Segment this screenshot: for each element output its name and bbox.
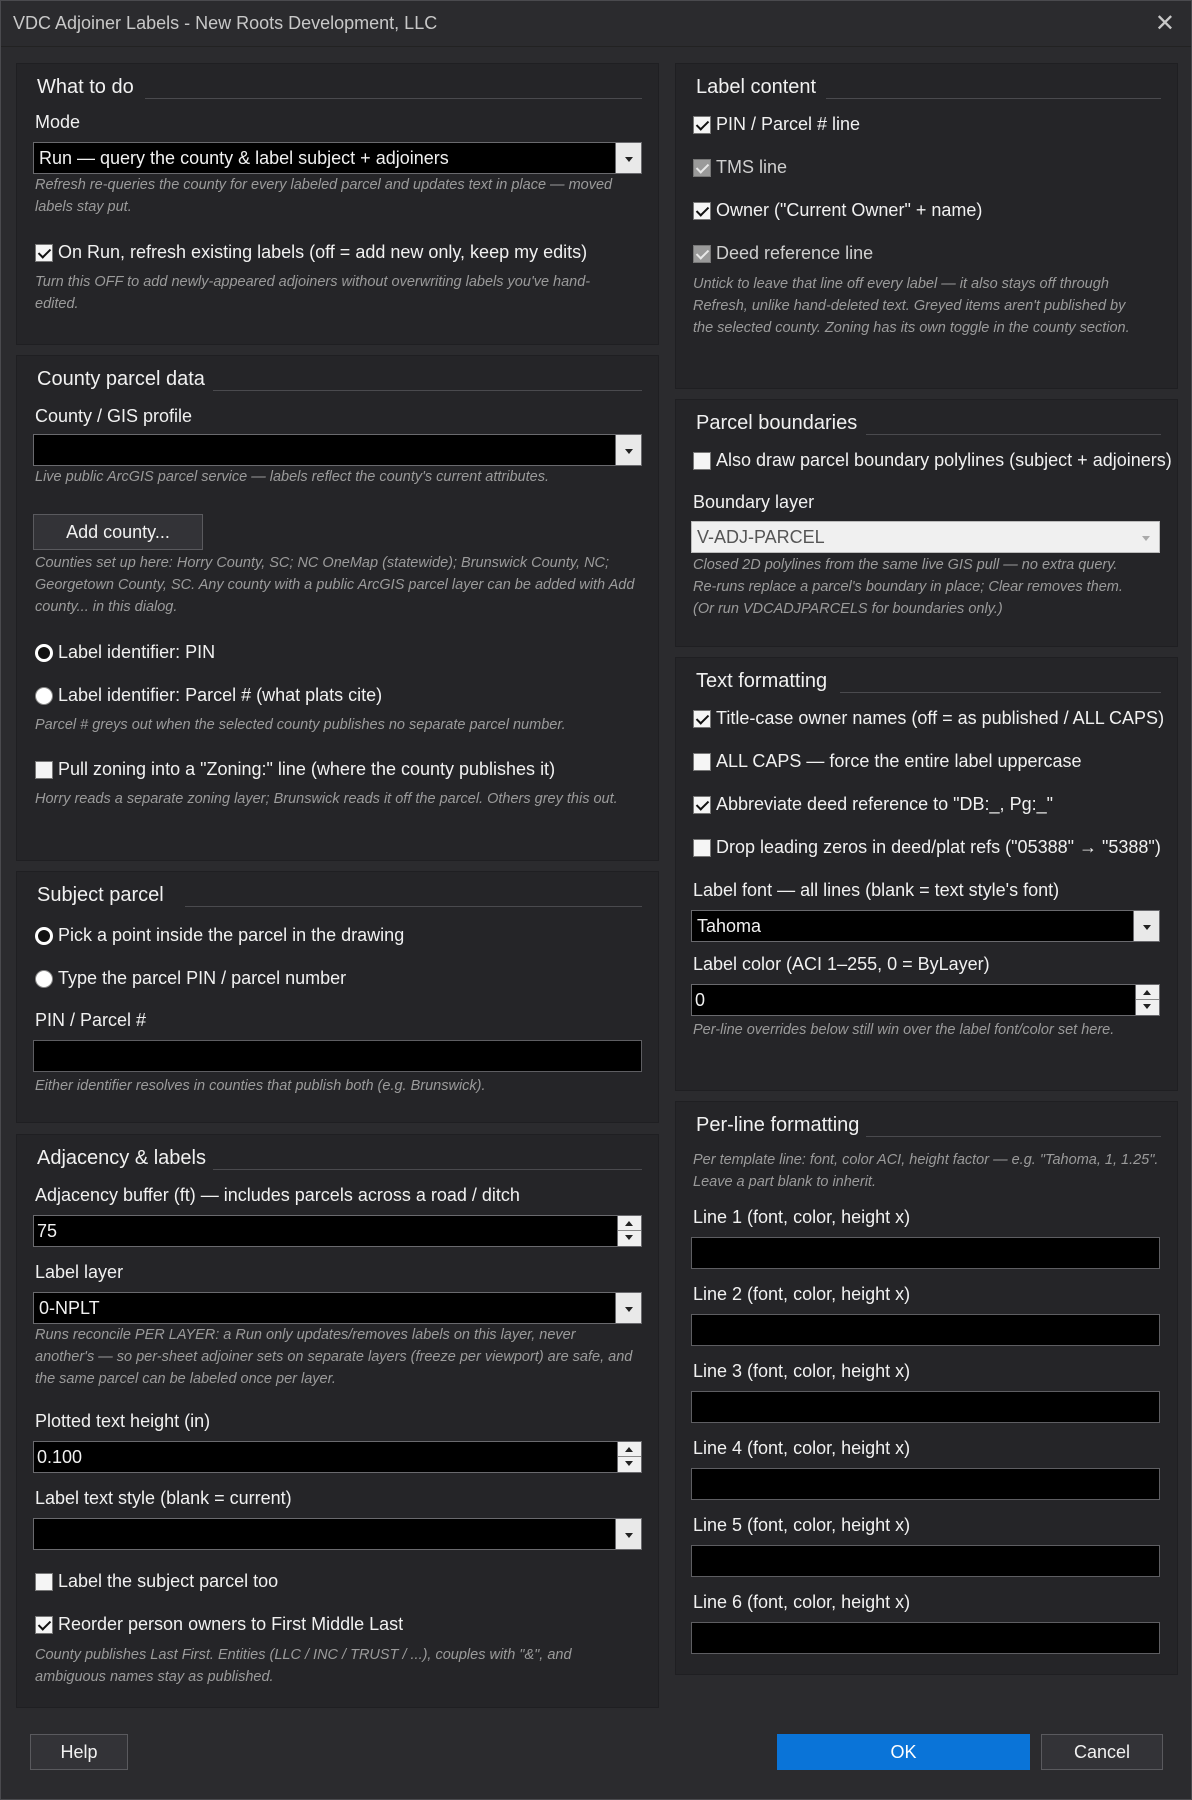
reorder-label: Reorder person owners to First Middle Last <box>58 1614 404 1634</box>
identifier-parcel-radio[interactable] <box>35 687 53 705</box>
buffer-value: 75 <box>37 1221 58 1241</box>
ok-button[interactable]: OK <box>777 1734 1030 1770</box>
mode-hint: Refresh re-queries the county for every labeled parcel and updates text in place — moved labels stay put. <box>35 177 613 215</box>
text-height-value: 0.100 <box>37 1447 83 1467</box>
line-3-input[interactable] <box>691 1391 1160 1423</box>
pin-input[interactable] <box>33 1040 642 1072</box>
reorder-hint: County publishes Last First. Entities (LLC / INC / TRUST / ...), couples with "&", and ambiguous names stay as published. <box>35 1647 572 1685</box>
refresh-hint: Turn this OFF to add newly-appeared adjoiners without overwriting labels you've hand-edited. <box>35 274 591 312</box>
spin-down-icon[interactable] <box>618 1231 641 1246</box>
boundaries-hint: Closed 2D polylines from the same live GIS pull — no extra query. Re-runs replace a parcel's boundary in place; Clear removes them. (Or run VDCADJPARCELS for boundaries only.) <box>693 557 1123 617</box>
label-layer-label: Label layer <box>35 1262 124 1282</box>
titlecase-checkbox[interactable] <box>693 710 711 728</box>
panel-parcel-boundaries <box>675 399 1178 647</box>
line-2-label: Line 2 (font, color, height x) <box>693 1284 911 1304</box>
abbreviate-label: Abbreviate deed reference to "DB:_, Pg:_" <box>716 794 1053 814</box>
identifier-pin-label: Label identifier: PIN <box>58 642 216 662</box>
allcaps-checkbox[interactable] <box>693 753 711 771</box>
label-font-label: Label font — all lines (blank = text style's font) <box>693 880 1060 900</box>
draw-boundaries-checkbox[interactable] <box>693 452 711 470</box>
line-4-input[interactable] <box>691 1468 1160 1500</box>
line-5-label: Line 5 (font, color, height x) <box>693 1515 911 1535</box>
boundary-layer-value: V-ADJ-PARCEL <box>697 527 825 547</box>
zoning-label: Pull zoning into a "Zoning:" line (where the county publishes it) <box>58 759 556 779</box>
panel-subject-parcel <box>16 871 659 1123</box>
mode-value: Run — query the county & label subject + adjoiners <box>39 148 449 168</box>
type-pin-label: Type the parcel PIN / parcel number <box>58 968 347 988</box>
titlecase-label: Title-case owner names (off = as published / ALL CAPS) <box>716 708 1165 728</box>
text-height-spinbox[interactable] <box>33 1441 642 1473</box>
label-font-value: Tahoma <box>697 916 762 936</box>
deed-line-checkbox <box>693 245 711 263</box>
line-4-label: Line 4 (font, color, height x) <box>693 1438 911 1458</box>
section-title: Parcel boundaries <box>696 412 858 434</box>
buffer-label: Adjacency buffer (ft) — includes parcels across a road / ditch <box>35 1185 520 1205</box>
type-pin-radio[interactable] <box>35 970 53 988</box>
tms-line-checkbox <box>693 159 711 177</box>
label-layer-dropdown[interactable] <box>33 1292 642 1324</box>
close-icon[interactable]: ✕ <box>1154 10 1175 37</box>
pick-point-radio[interactable] <box>35 927 53 945</box>
line-5-input[interactable] <box>691 1545 1160 1577</box>
title-bar <box>1 1 1191 47</box>
pick-point-label: Pick a point inside the parcel in the drawing <box>58 925 405 945</box>
panel-adjacency-labels <box>16 1134 659 1708</box>
county-profile-hint: Live public ArcGIS parcel service — labels reflect the county's current attributes. <box>35 469 549 485</box>
drop-zeros-label: Drop leading zeros in deed/plat refs ("05388" → "5388") <box>716 837 1161 857</box>
county-profile-label: County / GIS profile <box>35 406 193 426</box>
spin-down-icon[interactable] <box>1136 1000 1159 1015</box>
draw-boundaries-label: Also draw parcel boundary polylines (subject + adjoiners) <box>716 450 1172 470</box>
chevron-down-icon[interactable] <box>1133 911 1159 941</box>
drop-zeros-checkbox[interactable] <box>693 839 711 857</box>
panel-per-line-formatting <box>675 1101 1178 1675</box>
add-county-hint: Counties set up here: Horry County, SC; NC OneMap (statewide); Brunswick County, NC; Georgetown County, SC. Any county with a public ArcGIS parcel layer can be added with Add county... in this dialog. <box>35 555 635 615</box>
county-profile-dropdown[interactable] <box>33 434 642 466</box>
owner-line-checkbox[interactable] <box>693 202 711 220</box>
boundary-layer-label: Boundary layer <box>693 492 815 512</box>
zoning-hint: Horry reads a separate zoning layer; Brunswick reads it off the parcel. Others grey this out. <box>35 791 618 807</box>
pin-line-label: PIN / Parcel # line <box>716 114 861 134</box>
text-height-label: Plotted text height (in) <box>35 1411 211 1431</box>
section-title: County parcel data <box>37 368 205 390</box>
panel-what-to-do <box>16 63 659 345</box>
section-title: Per-line formatting <box>696 1114 860 1136</box>
identifier-parcel-label: Label identifier: Parcel # (what plats cite) <box>58 685 383 705</box>
mode-label: Mode <box>35 112 81 132</box>
identifier-hint: Parcel # greys out when the selected county publishes no separate parcel number. <box>35 717 566 733</box>
tms-line-label: TMS line <box>716 157 788 177</box>
chevron-down-icon <box>1133 522 1159 552</box>
deed-line-label: Deed reference line <box>716 243 874 263</box>
subject-too-checkbox[interactable] <box>35 1573 53 1591</box>
line-1-input[interactable] <box>691 1237 1160 1269</box>
section-title: Subject parcel <box>37 884 164 906</box>
add-county-button[interactable]: Add county... <box>33 514 203 550</box>
label-content-hint: Untick to leave that line off every label — it also stays off through Refresh, unlike hand-deleted text. Greyed items aren't published by the selected county. Zoning has its own toggle in the county section. <box>693 276 1130 336</box>
spin-down-icon[interactable] <box>618 1457 641 1472</box>
per-line-hint: Per template line: font, color ACI, height factor — e.g. "Tahoma, 1, 1.25". Leave a part blank to inherit. <box>693 1152 1159 1190</box>
label-color-spinbox[interactable] <box>691 984 1160 1016</box>
line-1-label: Line 1 (font, color, height x) <box>693 1207 911 1227</box>
subject-too-label: Label the subject parcel too <box>58 1571 279 1591</box>
line-6-input[interactable] <box>691 1622 1160 1654</box>
reorder-checkbox[interactable] <box>35 1616 53 1634</box>
label-color-value: 0 <box>695 990 706 1010</box>
help-button[interactable]: Help <box>30 1734 128 1770</box>
allcaps-label: ALL CAPS — force the entire label uppercase <box>716 751 1082 771</box>
line-6-label: Line 6 (font, color, height x) <box>693 1592 911 1612</box>
chevron-down-icon[interactable] <box>615 1519 641 1549</box>
chevron-down-icon[interactable] <box>615 1293 641 1323</box>
panel-label-content <box>675 63 1178 389</box>
chevron-down-icon[interactable] <box>615 435 641 465</box>
window-title: VDC Adjoiner Labels - New Roots Development, LLC <box>13 13 438 33</box>
section-title: Adjacency & labels <box>37 1147 206 1169</box>
panel-county-data <box>16 355 659 861</box>
label-font-dropdown[interactable] <box>691 910 1160 942</box>
refresh-label: On Run, refresh existing labels (off = add new only, keep my edits) <box>58 242 588 262</box>
pin-field-label: PIN / Parcel # <box>35 1010 147 1030</box>
panel-text-formatting <box>675 657 1178 1091</box>
spin-up-icon[interactable] <box>618 1442 641 1457</box>
text-style-dropdown[interactable] <box>33 1518 642 1550</box>
mode-dropdown[interactable] <box>33 142 642 174</box>
label-layer-value: 0-NPLT <box>39 1298 100 1318</box>
section-title: Text formatting <box>696 670 828 692</box>
section-title: Label content <box>696 76 817 98</box>
label-layer-hint: Runs reconcile PER LAYER: a Run only updates/removes labels on this layer, never another's — so per-sheet adjoiner sets on separate layers (freeze per viewport) are safe, and the same parcel can be labeled once per layer. <box>35 1327 633 1387</box>
spin-up-icon[interactable] <box>618 1216 641 1231</box>
boundary-layer-dropdown <box>691 521 1160 553</box>
line-3-label: Line 3 (font, color, height x) <box>693 1361 911 1381</box>
label-color-label: Label color (ACI 1–255, 0 = ByLayer) <box>693 954 990 974</box>
cancel-button[interactable]: Cancel <box>1041 1734 1163 1770</box>
abbreviate-checkbox[interactable] <box>693 796 711 814</box>
text-style-label: Label text style (blank = current) <box>35 1488 292 1508</box>
line-2-input[interactable] <box>691 1314 1160 1346</box>
text-formatting-hint: Per-line overrides below still win over the label font/color set here. <box>693 1022 1115 1038</box>
refresh-checkbox[interactable] <box>35 244 53 262</box>
pin-hint: Either identifier resolves in counties that publish both (e.g. Brunswick). <box>35 1078 486 1094</box>
zoning-checkbox[interactable] <box>35 761 53 779</box>
chevron-down-icon[interactable] <box>615 143 641 173</box>
pin-line-checkbox[interactable] <box>693 116 711 134</box>
buffer-spinbox[interactable] <box>33 1215 642 1247</box>
spin-up-icon[interactable] <box>1136 985 1159 1000</box>
identifier-pin-radio[interactable] <box>35 644 53 662</box>
owner-line-label: Owner ("Current Owner" + name) <box>716 200 983 220</box>
section-title: What to do <box>37 76 134 98</box>
